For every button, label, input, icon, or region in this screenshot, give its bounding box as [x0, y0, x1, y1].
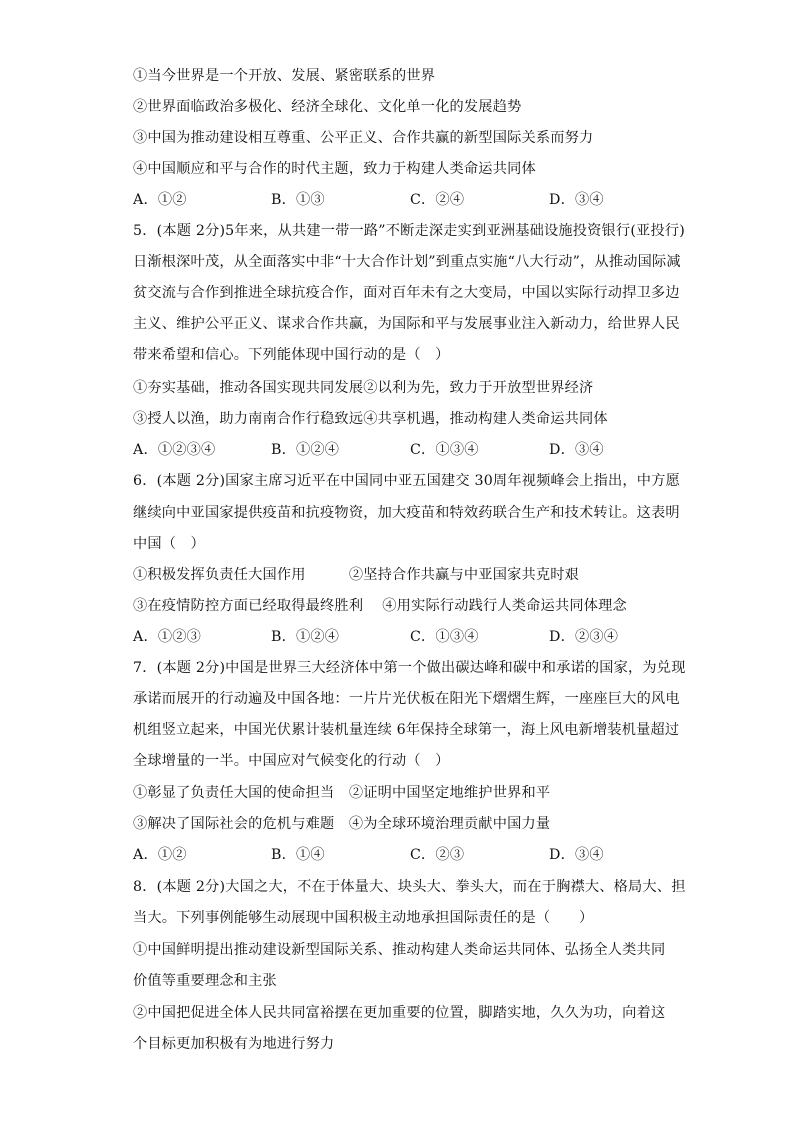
- q7-stem-line: 承诺而展开的行动遍及中国各地：一片片光伏板在阳光下熠熠生辉，一座座巨大的风电: [133, 691, 680, 707]
- q8-item-line: 价值等重要理念和主张: [133, 973, 277, 989]
- q4-option-d[interactable]: D．③④: [549, 192, 604, 208]
- q7-stem-line: 全球增量的一半。中国应对气候变化的行动（ ）: [133, 753, 450, 769]
- q6-option-b[interactable]: B．①②④: [271, 629, 340, 645]
- q7-option-d[interactable]: D．③④: [549, 847, 604, 863]
- q5-option-d[interactable]: D．③④: [549, 442, 604, 458]
- q7-option-a[interactable]: A．①②: [133, 847, 187, 863]
- q7-item-3-4: ③解决了国际社会的危机与难题 ④为全球环境治理贡献中国力量: [133, 816, 551, 832]
- q4-item-1: ①当今世界是一个开放、发展、紧密联系的世界: [133, 68, 436, 84]
- q7-stem-line: 7．(本题 2分)中国是世界三大经济体中第一个做出碳达峰和碳中和承诺的国家，为兑现: [133, 660, 686, 676]
- q5-item-3-4: ③授人以渔，助力南南合作行稳致远④共享机遇，推动构建人类命运共同体: [133, 411, 608, 427]
- q8-item-line: ②中国把促进全体人民共同富裕摆在更加重要的位置，脚踏实地，久久为功，向着这: [133, 1005, 666, 1021]
- q4-option-a[interactable]: A．①②: [133, 192, 187, 208]
- q6-item-3-4: ③在疫情防控方面已经取得最终胜利 ④用实际行动践行人类命运共同体理念: [133, 598, 627, 614]
- q5-stem-line: 5．(本题 2分)5年来，从共建一带一路”不断走深走实到亚洲基础设施投资银行(亚投行): [133, 223, 685, 239]
- q7-item-1-2: ①彰显了负责任大国的使命担当 ②证明中国坚定地维护世界和平: [133, 785, 551, 801]
- q8-item-line: ①中国鲜明提出推动建设新型国际关系、推动构建人类命运共同体、弘扬全人类共同: [133, 942, 666, 958]
- q6-option-a[interactable]: A．①②③: [133, 629, 201, 645]
- q6-stem-line: 继续向中亚国家提供疫苗和抗疫物资，加大疫苗和特效药联合生产和技术转让。这表明: [133, 505, 680, 521]
- q6-stem-line: 中国（ ）: [133, 536, 205, 552]
- q5-stem-line: 贫交流与合作到推进全球抗疫合作，面对百年未有之大变局，中国以实际行动捍卫多边: [133, 285, 680, 301]
- q7-option-c[interactable]: C．②③: [410, 847, 465, 863]
- q8-item-line: 个目标更加积极有为地进行努力: [133, 1036, 335, 1052]
- q5-stem-line: 日渐根深叶茂，从全面落实中非“十大合作计划”到重点实施“八大行动”，从推动国际减: [133, 254, 681, 270]
- q5-option-a[interactable]: A．①②③④: [133, 442, 216, 458]
- q5-stem-line: 带来希望和信心。下列能体现中国行动的是（ ）: [133, 347, 450, 363]
- q6-stem-line: 6．(本题 2分)国家主席习近平在中国同中亚五国建交 30周年视频峰会上指出，中方愿: [133, 473, 680, 489]
- q5-option-b[interactable]: B．①②④: [271, 442, 340, 458]
- q7-option-b[interactable]: B．①④: [271, 847, 325, 863]
- q6-option-c[interactable]: C．①③④: [410, 629, 479, 645]
- q4-option-c[interactable]: C．②④: [410, 192, 465, 208]
- q8-stem-line: 当大。下列事例能够生动展现中国积极主动地承担国际责任的是（ ）: [133, 910, 594, 926]
- q5-stem-line: 主义、维护公平正义、谋求合作共赢，为国际和平与发展事业注入新动力，给世界人民: [133, 316, 680, 332]
- q6-item-1-2: ①积极发挥负责任大国作用 ②坚持合作共赢与中亚国家共克时艰: [133, 567, 580, 583]
- q7-stem-line: 机组竖立起来，中国光伏累计装机量连续 6年保持全球第一，海上风电新增装机量超过: [133, 722, 680, 738]
- q4-option-b[interactable]: B．①③: [271, 192, 325, 208]
- q8-stem-line: 8．(本题 2分)大国之大，不在于体量大、块头大、拳头大，而在于胸襟大、格局大、担: [133, 879, 686, 895]
- q4-item-3: ③中国为推动建设相互尊重、公平正义、合作共赢的新型国际关系而努力: [133, 130, 594, 146]
- q4-item-2: ②世界面临政治多极化、经济全球化、文化单一化的发展趋势: [133, 99, 522, 115]
- q4-item-4: ④中国顺应和平与合作的时代主题，致力于构建人类命运共同体: [133, 161, 536, 177]
- q5-option-c[interactable]: C．①③④: [410, 442, 479, 458]
- q5-item-1-2: ①夯实基础，推动各国实现共同发展②以利为先，致力于开放型世界经济: [133, 380, 594, 396]
- q6-option-d[interactable]: D．②③④: [549, 629, 619, 645]
